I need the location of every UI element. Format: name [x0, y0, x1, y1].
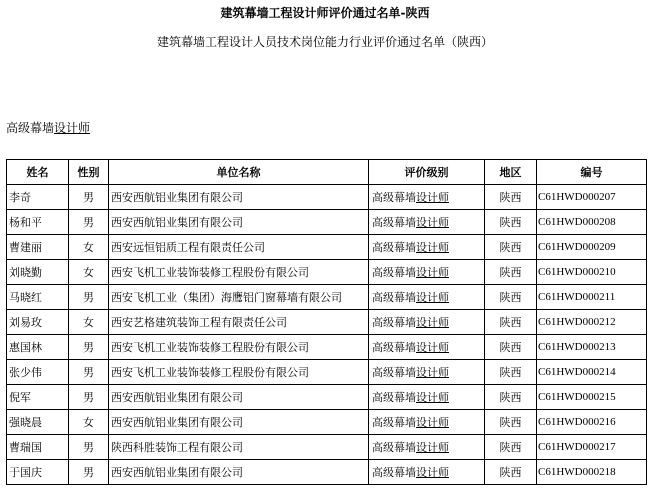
level-prefix: 高级幕墙	[372, 216, 416, 229]
cell-code: C61HWD000209	[537, 235, 647, 260]
header-code: 编号	[537, 160, 647, 185]
cell-code: C61HWD000218	[537, 460, 647, 485]
cell-gender: 男	[69, 335, 109, 360]
table-header-row	[7, 160, 647, 185]
cell-name: 刘晓勤	[7, 260, 69, 285]
level-prefix: 高级幕墙	[372, 391, 416, 404]
header-level: 评价级别	[369, 160, 485, 185]
cell-gender: 男	[69, 285, 109, 310]
cell-name: 杨和平	[7, 210, 69, 235]
cell-code: C61HWD000214	[537, 360, 647, 385]
level-prefix: 高级幕墙	[372, 191, 416, 204]
cell-gender: 男	[69, 435, 109, 460]
section-heading-link[interactable]: 设计师	[54, 121, 91, 135]
cell-gender: 男	[69, 185, 109, 210]
level-prefix: 高级幕墙	[372, 291, 416, 304]
cell-region: 陕西	[485, 385, 537, 410]
table-row	[7, 185, 647, 210]
cell-level	[369, 385, 485, 410]
level-link[interactable]: 设计师	[416, 466, 449, 479]
level-link[interactable]: 设计师	[416, 441, 449, 454]
cell-name: 于国庆	[7, 460, 69, 485]
cell-company: 西安飞机工业装饰装修工程股份有限公司	[109, 260, 369, 285]
cell-name: 曹建丽	[7, 235, 69, 260]
level-prefix: 高级幕墙	[372, 466, 416, 479]
cell-region: 陕西	[485, 410, 537, 435]
cell-name: 曹瑞国	[7, 435, 69, 460]
level-link[interactable]: 设计师	[416, 341, 449, 354]
header-gender: 性别	[69, 160, 109, 185]
level-prefix: 高级幕墙	[372, 416, 416, 429]
header-region: 地区	[485, 160, 537, 185]
cell-name: 张少伟	[7, 360, 69, 385]
cell-name: 刘易玫	[7, 310, 69, 335]
level-link[interactable]: 设计师	[416, 191, 449, 204]
cell-name: 李奇	[7, 185, 69, 210]
cell-code: C61HWD000215	[537, 385, 647, 410]
cell-code: C61HWD000207	[537, 185, 647, 210]
cell-gender: 男	[69, 360, 109, 385]
section-heading	[6, 121, 90, 135]
level-link[interactable]: 设计师	[416, 241, 449, 254]
cell-region: 陕西	[485, 335, 537, 360]
cell-region: 陕西	[485, 460, 537, 485]
cell-company: 陕西科胜装饰工程有限公司	[109, 435, 369, 460]
header-name: 姓名	[7, 160, 69, 185]
cell-name: 马晓红	[7, 285, 69, 310]
cell-region: 陕西	[485, 235, 537, 260]
cell-region: 陕西	[485, 210, 537, 235]
level-link[interactable]: 设计师	[416, 416, 449, 429]
cell-gender: 男	[69, 460, 109, 485]
cell-code: C61HWD000208	[537, 210, 647, 235]
cell-level	[369, 460, 485, 485]
results-table	[6, 159, 647, 485]
cell-company: 西安艺格建筑装饰工程有限责任公司	[109, 310, 369, 335]
cell-company: 西安飞机工业（集团）海鹰铝门窗幕墙有限公司	[109, 285, 369, 310]
cell-level	[369, 210, 485, 235]
cell-region: 陕西	[485, 310, 537, 335]
cell-code: C61HWD000211	[537, 285, 647, 310]
header-company: 单位名称	[109, 160, 369, 185]
cell-gender: 男	[69, 210, 109, 235]
table-row	[7, 210, 647, 235]
table-row	[7, 435, 647, 460]
table-row	[7, 460, 647, 485]
cell-level	[369, 185, 485, 210]
cell-level	[369, 285, 485, 310]
cell-name: 惠国林	[7, 335, 69, 360]
cell-level	[369, 310, 485, 335]
cell-region: 陕西	[485, 360, 537, 385]
level-link[interactable]: 设计师	[416, 291, 449, 304]
cell-code: C61HWD000217	[537, 435, 647, 460]
level-prefix: 高级幕墙	[372, 266, 416, 279]
cell-level	[369, 335, 485, 360]
cell-region: 陕西	[485, 435, 537, 460]
level-prefix: 高级幕墙	[372, 316, 416, 329]
cell-gender: 女	[69, 260, 109, 285]
cell-gender: 男	[69, 385, 109, 410]
cell-level	[369, 260, 485, 285]
level-link[interactable]: 设计师	[416, 216, 449, 229]
cell-gender: 女	[69, 235, 109, 260]
page-subtitle: 建筑幕墙工程设计人员技术岗位能力行业评价通过名单（陕西）	[156, 35, 493, 49]
table-row	[7, 360, 647, 385]
cell-code: C61HWD000212	[537, 310, 647, 335]
table-row	[7, 260, 647, 285]
level-prefix: 高级幕墙	[372, 366, 416, 379]
cell-name: 强晓晨	[7, 410, 69, 435]
cell-company: 西安飞机工业装饰装修工程股份有限公司	[109, 335, 369, 360]
cell-code: C61HWD000210	[537, 260, 647, 285]
cell-level	[369, 235, 485, 260]
cell-name: 倪军	[7, 385, 69, 410]
cell-company: 西安飞机工业装饰装修工程股份有限公司	[109, 360, 369, 385]
level-link[interactable]: 设计师	[416, 391, 449, 404]
table-row	[7, 235, 647, 260]
cell-company: 西安西航铝业集团有限公司	[109, 385, 369, 410]
cell-company: 西安西航铝业集团有限公司	[109, 185, 369, 210]
table-row	[7, 310, 647, 335]
cell-company: 西安西航铝业集团有限公司	[109, 210, 369, 235]
cell-gender: 女	[69, 410, 109, 435]
level-link[interactable]: 设计师	[416, 266, 449, 279]
cell-code: C61HWD000213	[537, 335, 647, 360]
cell-company: 西安远恒铝质工程有限责任公司	[109, 235, 369, 260]
cell-company: 西安西航铝业集团有限公司	[109, 460, 369, 485]
level-prefix: 高级幕墙	[372, 241, 416, 254]
table-row	[7, 385, 647, 410]
cell-company: 西安西航铝业集团有限公司	[109, 410, 369, 435]
cell-code: C61HWD000216	[537, 410, 647, 435]
cell-level	[369, 410, 485, 435]
cell-region: 陕西	[485, 285, 537, 310]
cell-region: 陕西	[485, 185, 537, 210]
level-link[interactable]: 设计师	[416, 366, 449, 379]
level-prefix: 高级幕墙	[372, 441, 416, 454]
cell-level	[369, 360, 485, 385]
table-row	[7, 410, 647, 435]
cell-level	[369, 435, 485, 460]
table-row	[7, 285, 647, 310]
section-heading-prefix: 高级幕墙	[6, 121, 55, 135]
table-row	[7, 335, 647, 360]
level-link[interactable]: 设计师	[416, 316, 449, 329]
page-title: 建筑幕墙工程设计师评价通过名单-陕西	[220, 6, 430, 20]
cell-gender: 女	[69, 310, 109, 335]
cell-region: 陕西	[485, 260, 537, 285]
level-prefix: 高级幕墙	[372, 341, 416, 354]
